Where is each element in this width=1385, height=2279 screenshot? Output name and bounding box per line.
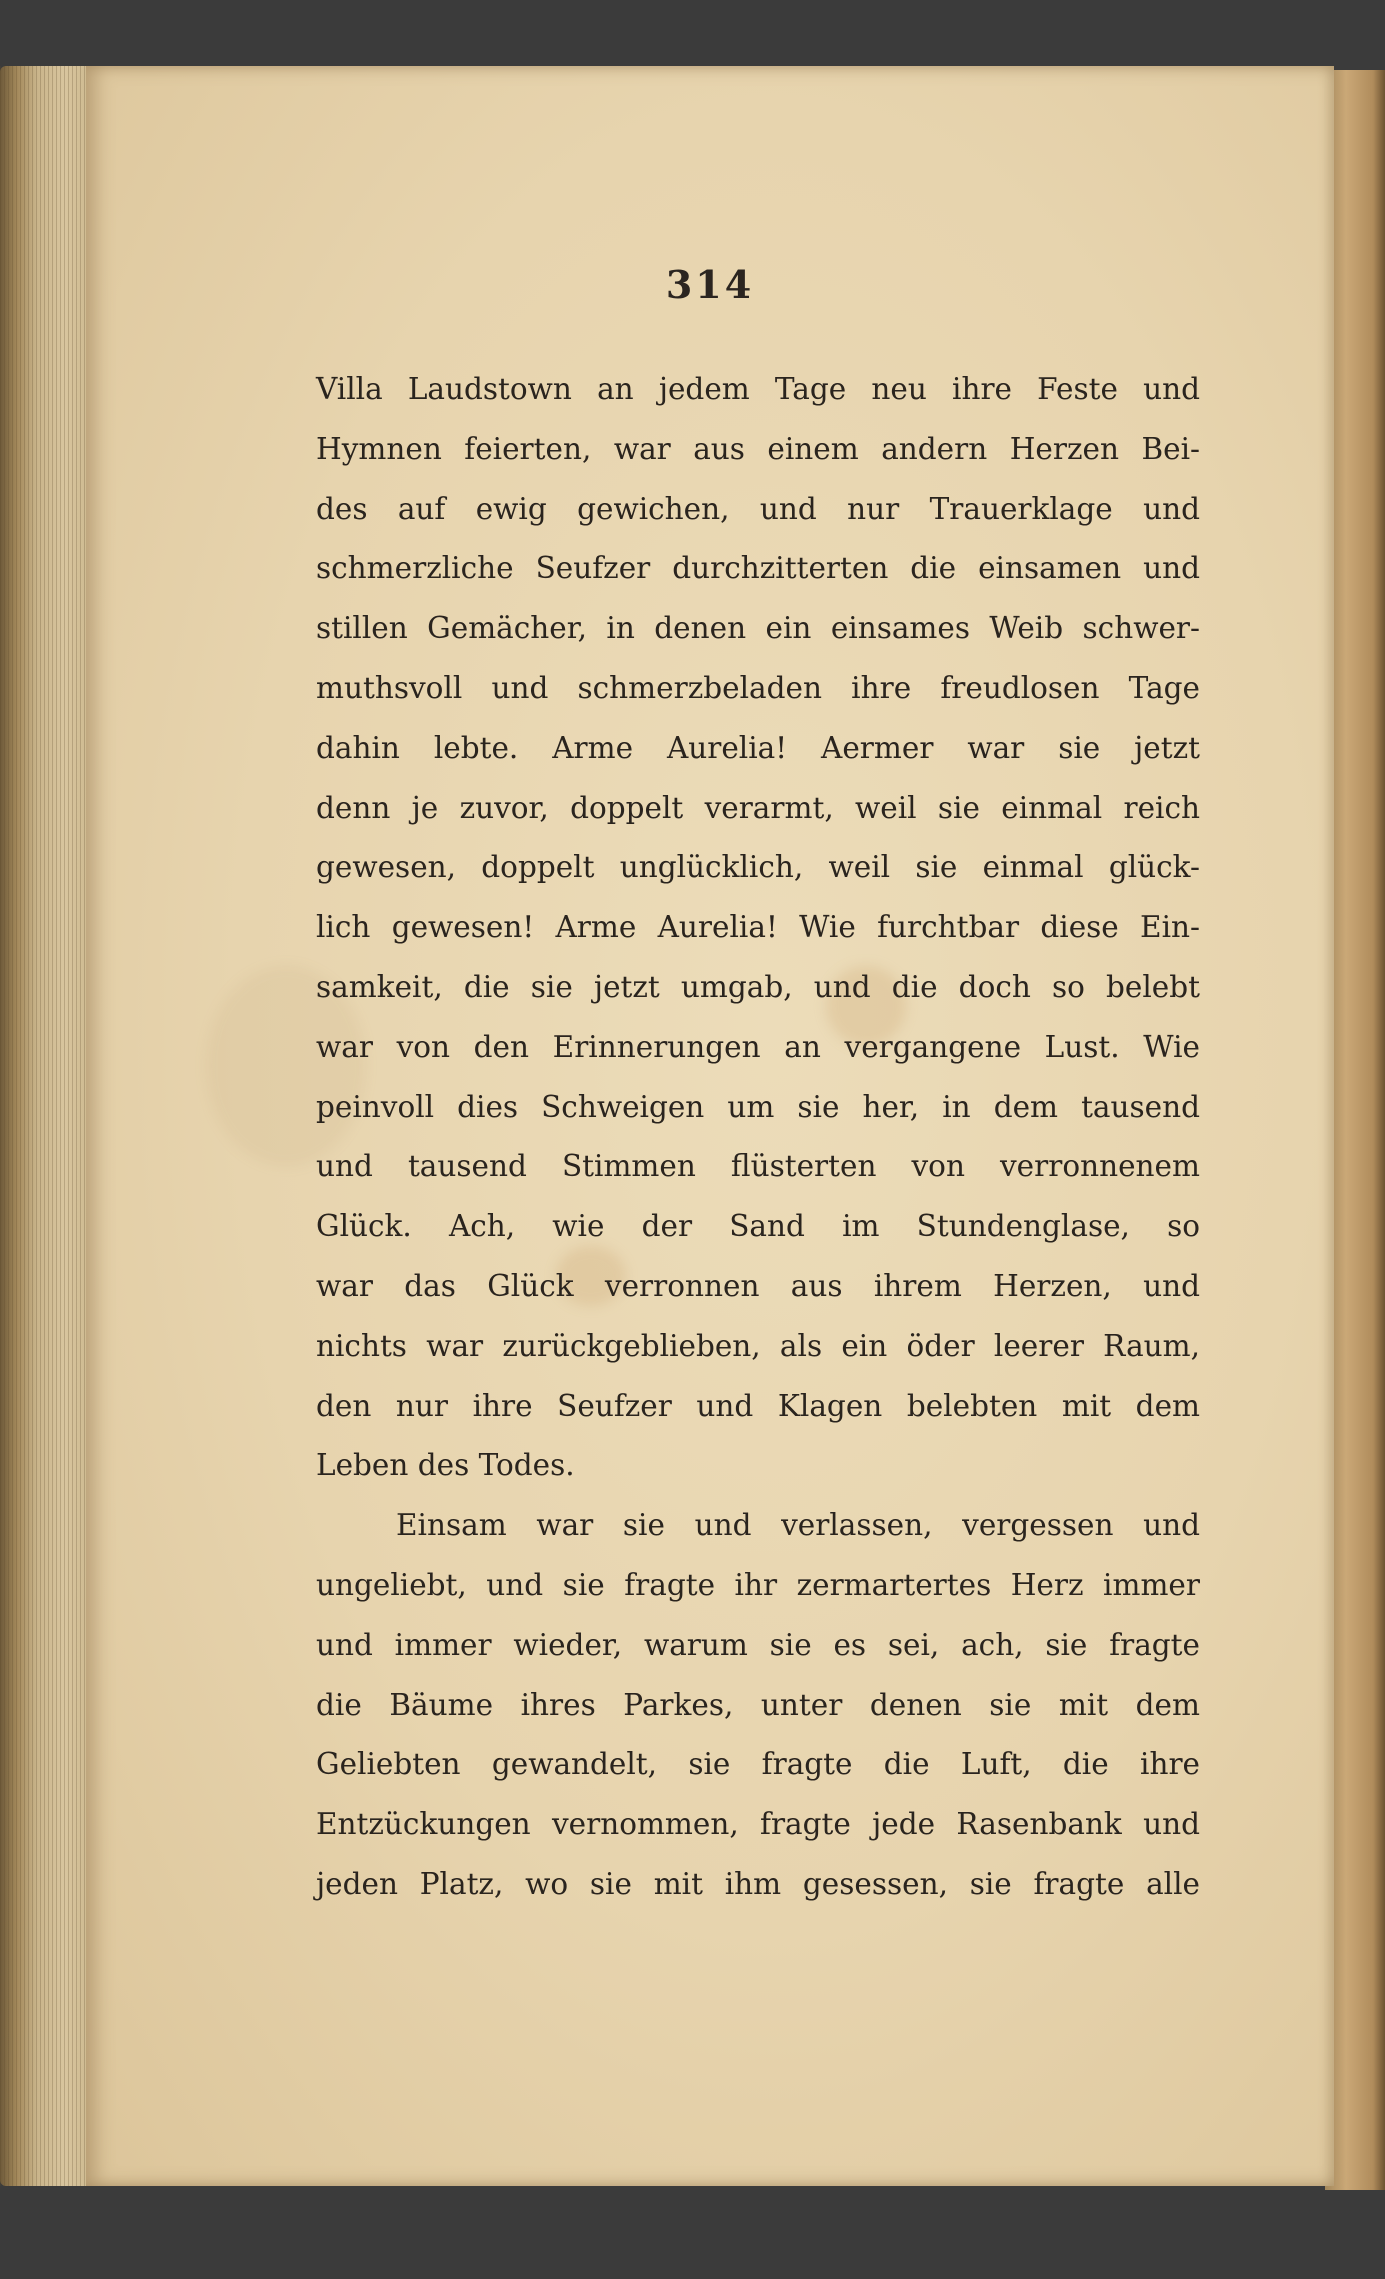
- text-line: muthsvoll und schmerzbeladen ihre freudlosen Tage: [316, 670, 1200, 705]
- text-line: Einsam war sie und verlassen, vergessen und: [396, 1508, 1200, 1543]
- text-line: samkeit, die sie jetzt umgab, und die doch so belebt: [316, 969, 1200, 1004]
- text-line: und tausend Stimmen flüsterten von verronnenem: [316, 1149, 1200, 1184]
- text-line: war von den Erinnerungen an vergangene Lust. Wie: [316, 1029, 1200, 1064]
- text-line: die Bäume ihres Parkes, unter denen sie mit dem: [316, 1687, 1200, 1722]
- text-line: Geliebten gewandelt, sie fragte die Luft, die ihre: [316, 1747, 1200, 1782]
- text-line: denn je zuvor, doppelt verarmt, weil sie einmal reich: [316, 790, 1200, 825]
- text-line: lich gewesen! Arme Aurelia! Wie furchtbar diese Ein-: [316, 910, 1200, 945]
- text-line: des auf ewig gewichen, und nur Trauerklage und: [316, 491, 1200, 526]
- text-line: peinvoll dies Schweigen um sie her, in dem tausend: [316, 1089, 1200, 1124]
- text-line: Glück. Ach, wie der Sand im Stundenglase, so: [316, 1209, 1200, 1244]
- text-line: stillen Gemächer, in denen ein einsames Weib schwer-: [316, 611, 1200, 646]
- text-line: ungeliebt, und sie fragte ihr zermartertes Herz immer: [316, 1567, 1200, 1602]
- body-text: [316, 360, 1200, 1915]
- text-line: Villa Laudstown an jedem Tage neu ihre Feste und: [316, 372, 1200, 406]
- text-line: schmerzliche Seufzer durchzitterten die einsamen und: [316, 551, 1200, 586]
- text-line: Entzückungen vernommen, fragte jede Rasenbank und: [316, 1807, 1200, 1842]
- text-line: den nur ihre Seufzer und Klagen belebten mit dem: [316, 1388, 1200, 1423]
- text-line: und immer wieder, warum sie es sei, ach, sie fragte: [316, 1627, 1200, 1662]
- text-line: gewesen, doppelt unglücklich, weil sie einmal glück-: [316, 850, 1200, 885]
- page-number: 314: [665, 262, 755, 307]
- right-page-edge: [1325, 70, 1385, 2190]
- text-line: dahin lebte. Arme Aurelia! Aermer war sie jetzt: [316, 730, 1200, 765]
- text-line: Leben des Todes.: [316, 1448, 575, 1483]
- left-page-edges: [0, 66, 92, 2186]
- text-line: Hymnen feierten, war aus einem andern Herzen Bei-: [316, 431, 1200, 466]
- text-line: jeden Platz, wo sie mit ihm gesessen, sie fragte alle: [316, 1866, 1200, 1901]
- text-line: nichts war zurückgeblieben, als ein öder leerer Raum,: [316, 1328, 1200, 1363]
- text-line: war das Glück verronnen aus ihrem Herzen, und: [316, 1268, 1200, 1303]
